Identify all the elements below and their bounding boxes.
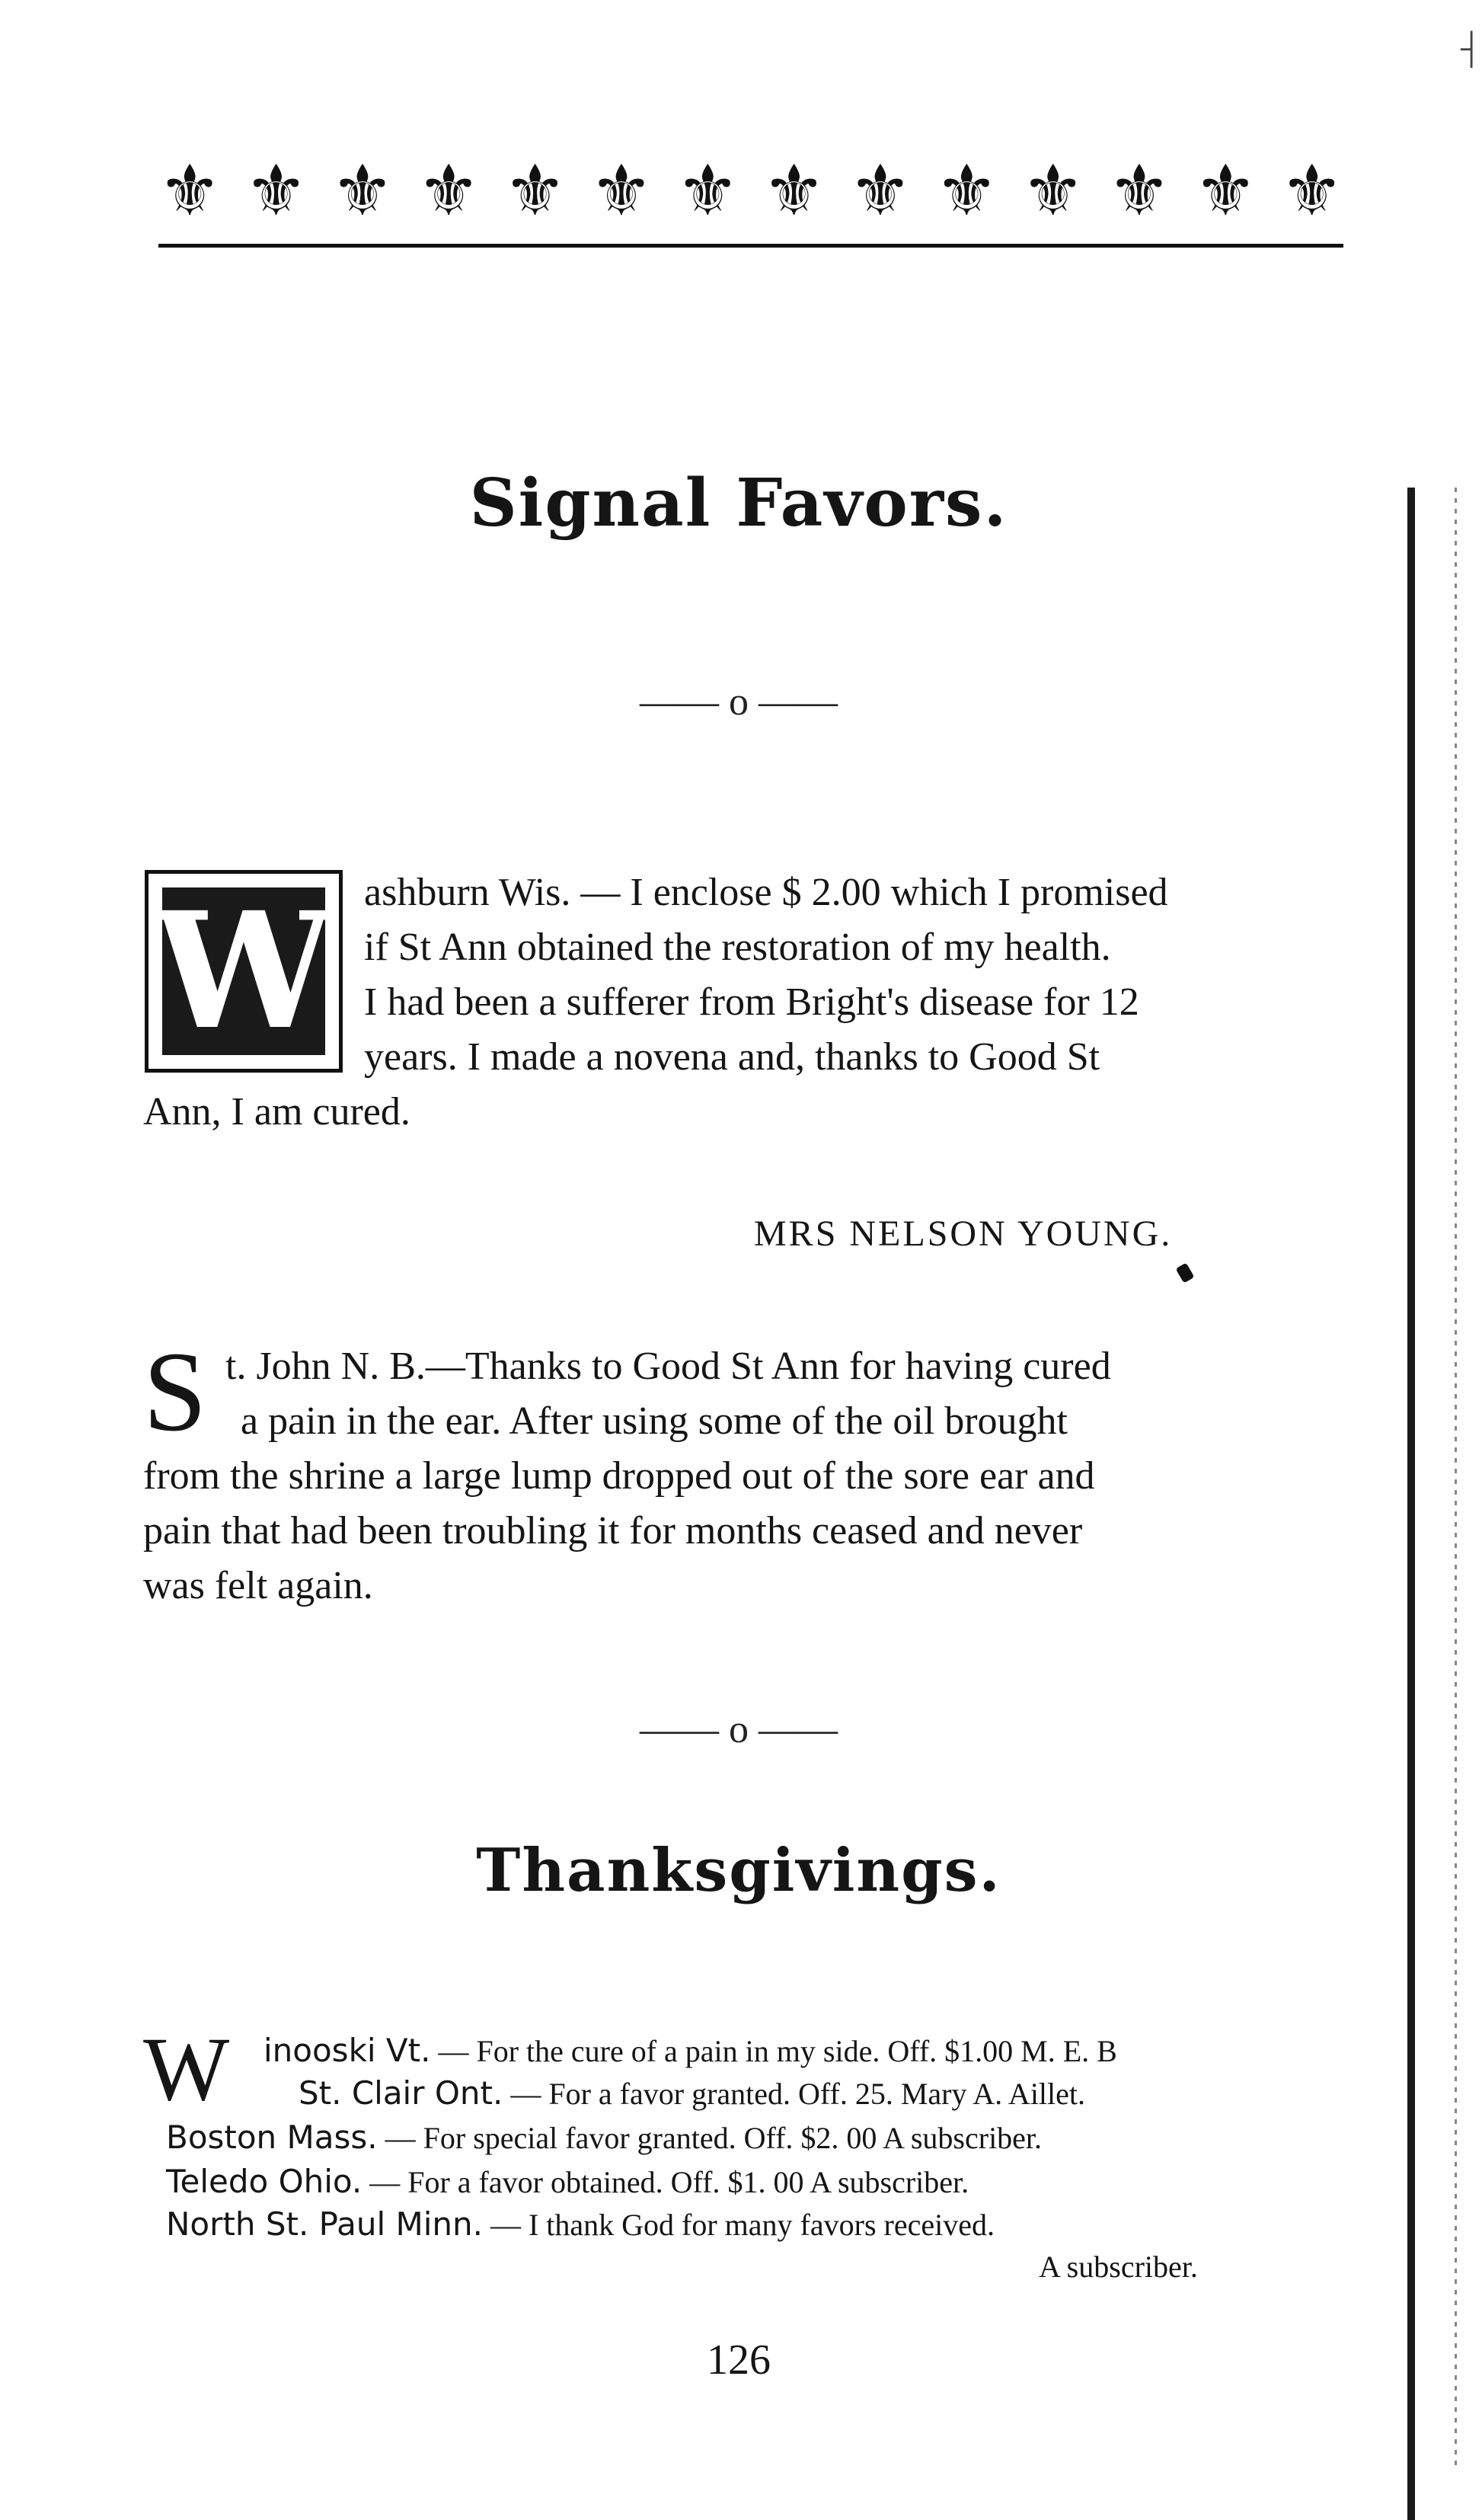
fleur-de-lis-icon: ⚜ <box>1107 150 1171 232</box>
fleur-de-lis-icon: ⚜ <box>1280 150 1343 232</box>
drop-cap-w: W <box>143 2018 230 2119</box>
entry-text: — For special favor granted. Off. $2. 00 A subscriber. <box>377 2121 1043 2155</box>
header-rule <box>158 244 1343 248</box>
entry-place: Boston Mass. <box>166 2119 378 2156</box>
fleur-de-lis-icon: ⚜ <box>244 150 308 232</box>
fleur-de-lis-icon: ⚜ <box>417 150 481 232</box>
drop-cap-s: S <box>143 1329 207 1455</box>
section-title-signal-favors: Signal Favors. <box>469 465 1008 542</box>
favor2-line-1: t. John N. B.—Thanks to Good St Ann for having cured <box>225 1345 1111 1388</box>
entry-text: — For a favor obtained. Off. $1. 00 A subscriber. <box>362 2165 969 2199</box>
section-title-thanksgivings: Thanksgivings. <box>476 1836 1001 1905</box>
page-edge-shadow <box>1407 488 1415 2520</box>
ornamental-drop-cap <box>145 870 343 1073</box>
page-number: 126 <box>707 2336 771 2384</box>
favor1-line-5: Ann, I am cured. <box>143 1090 410 1134</box>
thanksgiving-entry <box>166 2116 1042 2160</box>
favor1-line-2: if St Ann obtained the restoration of my health. <box>364 926 1111 969</box>
entry-text: — I thank God for many favors received. <box>482 2208 995 2242</box>
section-divider: —— o —— <box>640 680 838 724</box>
fleur-de-lis-icon: ⚜ <box>331 150 394 232</box>
corner-mark: ┤ <box>1461 31 1482 66</box>
fleur-de-lis-icon: ⚜ <box>762 150 826 232</box>
favor1-line-1: ashburn Wis. — I enclose $ 2.00 which I promised <box>364 871 1168 914</box>
page-edge-dots <box>1455 488 1457 2468</box>
entry-text: — For a favor granted. Off. 25. Mary A. Aillet. <box>503 2077 1086 2111</box>
entry-place: North St. Paul Minn. <box>166 2205 483 2243</box>
fleur-de-lis-icon: ⚜ <box>1021 150 1084 232</box>
favor1-line-3: I had been a sufferer from Bright's disease for 12 <box>364 980 1139 1024</box>
favor1-line-4: years. I made a novena and, thanks to Good St <box>364 1035 1100 1079</box>
thanksgiving-entry <box>264 2029 1117 2073</box>
entry-text: — For the cure of a pain in my side. Off. $1.00 M. E. B <box>430 2034 1117 2068</box>
fleur-de-lis-icon: ⚜ <box>676 150 739 232</box>
fleur-de-lis-icon: ⚜ <box>503 150 567 232</box>
drop-cap-letter: W <box>154 877 334 1065</box>
fleur-de-lis-icon: ⚜ <box>1194 150 1257 232</box>
fleur-de-lis-icon: ⚜ <box>935 150 998 232</box>
entry-place: inooski Vt. <box>264 2032 431 2069</box>
thanksgiving-entry <box>166 2160 969 2204</box>
thanksgiving-entry <box>299 2072 1085 2115</box>
fleur-de-lis-border <box>158 149 1343 233</box>
fleur-de-lis-icon: ⚜ <box>848 150 912 232</box>
thanksgiving-entry <box>166 2203 995 2247</box>
thanksgiving-signature: A subscriber. <box>1039 2250 1198 2284</box>
entry-place: Teledo Ohio. <box>166 2163 363 2200</box>
fleur-de-lis-icon: ⚜ <box>158 150 222 232</box>
favor2-line-2: a pain in the ear. After using some of the oil brought <box>241 1399 1068 1443</box>
section-divider-2: —— o —— <box>640 1708 838 1751</box>
favor2-line-5: was felt again. <box>143 1564 373 1607</box>
ink-mark <box>1176 1262 1195 1283</box>
entry-place: St. Clair Ont. <box>299 2074 503 2112</box>
favor1-signature: MRS NELSON YOUNG. <box>754 1214 1173 1254</box>
fleur-de-lis-icon: ⚜ <box>589 150 653 232</box>
favor2-line-4: pain that had been troubling it for months ceased and never <box>143 1509 1083 1553</box>
favor2-line-3: from the shrine a large lump dropped out of the sore ear and <box>143 1454 1095 1498</box>
